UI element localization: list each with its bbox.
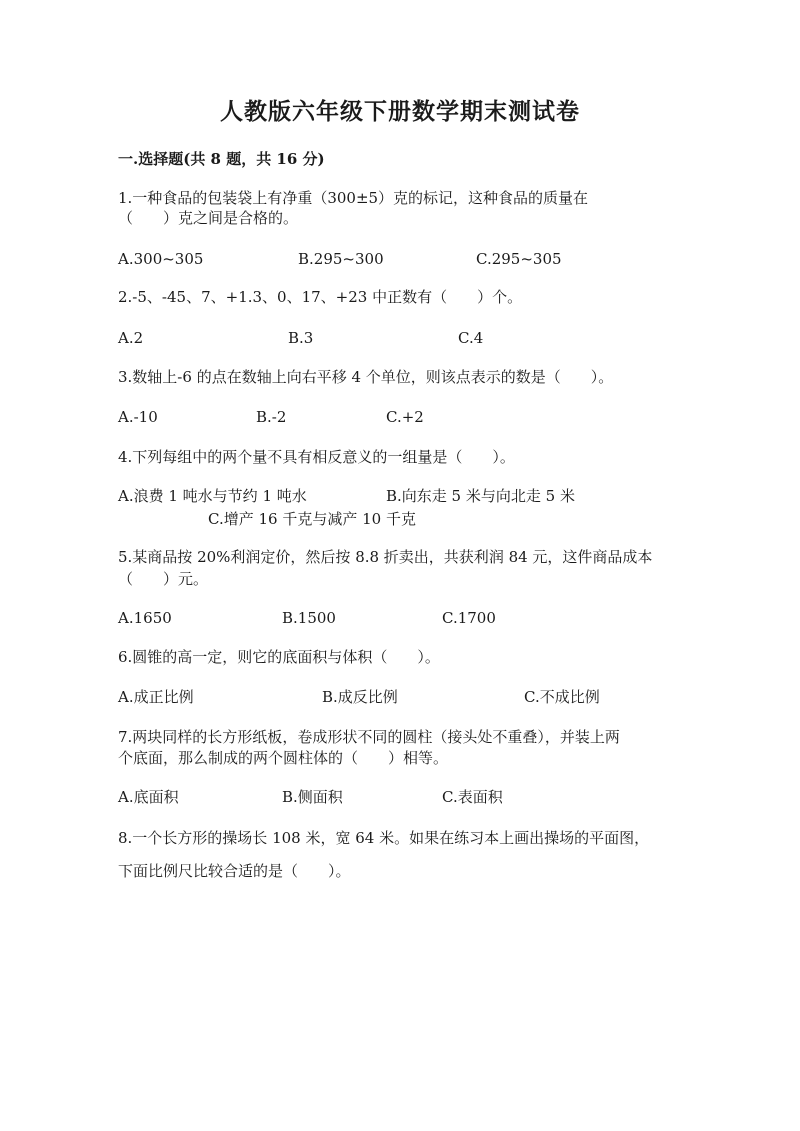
question-2-option-c: C.4	[458, 329, 484, 347]
question-5-option-a: A.1650	[118, 609, 172, 627]
question-7-option-b: B.侧面积	[282, 788, 343, 806]
question-7-option-c: C.表面积	[442, 788, 503, 806]
question-1-option-c: C.295~305	[476, 250, 562, 268]
section-heading: 一.选择题(共 8 题，共 16 分)	[118, 150, 325, 168]
question-4-option-b: B.向东走 5 米与向北走 5 米	[386, 487, 575, 505]
question-3-option-c: C.+2	[386, 408, 424, 426]
question-3-option-b: B.-2	[256, 408, 287, 426]
question-6-option-b: B.成反比例	[322, 688, 398, 706]
question-5-option-c: C.1700	[442, 609, 496, 627]
page-title: 人教版六年级下册数学期末测试卷	[220, 98, 580, 125]
question-1-option-a: A.300~305	[118, 250, 204, 268]
question-2-option-b: B.3	[288, 329, 314, 347]
question-4-option-c: C.增产 16 千克与减产 10 千克	[208, 510, 416, 528]
question-1-line-2: （ ）克之间是合格的。	[118, 209, 299, 227]
question-7-line-1: 7.两块同样的长方形纸板，卷成形状不同的圆柱（接头处不重叠），并装上两	[118, 728, 620, 746]
question-5-option-b: B.1500	[282, 609, 336, 627]
question-7-option-a: A.底面积	[118, 788, 179, 806]
question-4-option-a: A.浪费 1 吨水与节约 1 吨水	[118, 487, 307, 505]
question-3-line-1: 3.数轴上-6 的点在数轴上向右平移 4 个单位，则该点表示的数是（ ）。	[118, 368, 614, 386]
question-2-line-1: 2.-5、-45、7、+1.3、0、17、+23 中正数有（ ）个。	[118, 288, 523, 306]
question-8-line-1: 8.一个长方形的操场长 108 米，宽 64 米。如果在练习本上画出操场的平面图，	[118, 829, 650, 847]
question-3-option-a: A.-10	[118, 408, 158, 426]
question-7-line-2: 个底面，那么制成的两个圆柱体的（ ）相等。	[118, 749, 449, 767]
question-1-line-1: 1.一种食品的包装袋上有净重（300±5）克的标记，这种食品的质量在	[118, 189, 589, 207]
question-6-option-a: A.成正比例	[118, 688, 194, 706]
question-4-line-1: 4.下列每组中的两个量不具有相反意义的一组量是（ ）。	[118, 448, 515, 466]
question-8-line-2: 下面比例尺比较合适的是（ ）。	[118, 862, 351, 880]
question-5-line-2: （ ）元。	[118, 570, 209, 588]
question-6-option-c: C.不成比例	[524, 688, 600, 706]
question-6-line-1: 6.圆锥的高一定，则它的底面积与体积（ ）。	[118, 648, 440, 666]
question-1-option-b: B.295~300	[298, 250, 384, 268]
question-5-line-1: 5.某商品按 20%利润定价，然后按 8.8 折卖出，共获利润 84 元，这件商品成本	[118, 548, 653, 566]
question-2-option-a: A.2	[118, 329, 144, 347]
